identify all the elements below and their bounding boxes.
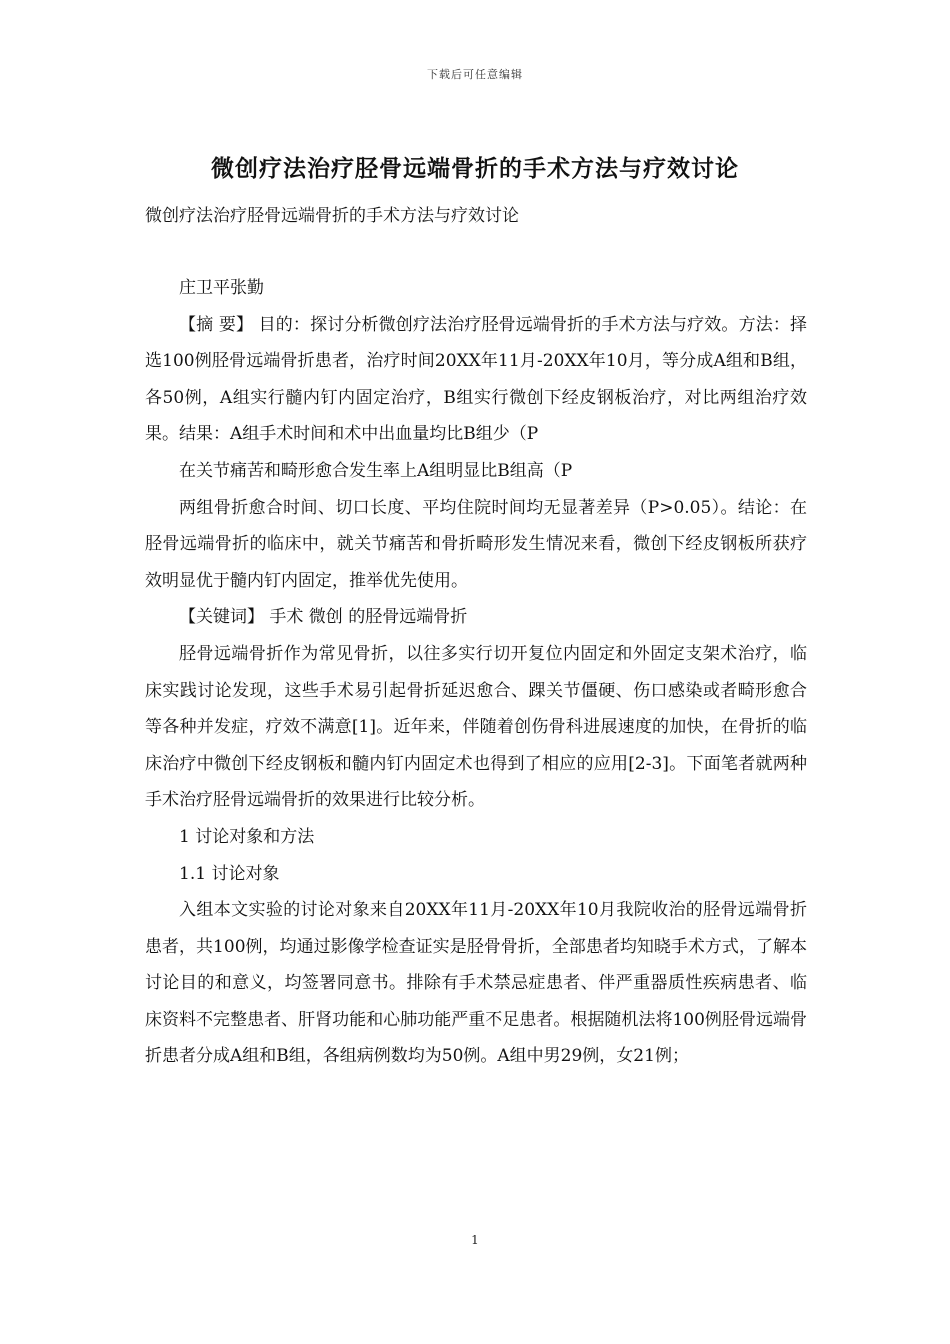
abstract-paragraph: 【摘 要】 目的：探讨分析微创疗法治疗胫骨远端骨折的手术方法与疗效。方法：择选100例胫骨远端骨折患者，治疗时间20XX年11月-20XX年10月，等分成A组和B组，各50例，A组实行髓内钉内固定治疗，B组实行微创下经皮钢板治疗，对比两组治疗效果。结果：A组手术时间和术中出血量均比B组少（P	[145, 314, 807, 445]
document-title: 微创疗法治疗胫骨远端骨折的手术方法与疗效讨论	[211, 155, 739, 182]
subjects-paragraph: 入组本文实验的讨论对象来自20XX年11月-20XX年10月我院收治的胫骨远端骨折患者，共100例，均通过影像学检查证实是胫骨骨折，全部患者均知晓手术方式，了解本讨论目的和意义，均签署同意书。排除有手术禁忌症患者、伴严重器质性疾病患者、临床资料不完整患者、肝肾功能和心肺功能严重不足患者。根据随机法将100例胫骨远端骨折患者分成A组和B组，各组病例数均为50例。A组中男29例，女21例；	[145, 900, 807, 1067]
page-number: 1	[471, 1233, 479, 1247]
keywords-line: 【关键词】 手术 微创 的胫骨远端骨折	[179, 607, 468, 628]
abstract-continuation-2: 两组骨折愈合时间、切口长度、平均住院时间均无显著差异（P>0.05）。结论：在胫骨远端骨折的临床中，就关节痛苦和骨折畸形发生情况来看，微创下经皮钢板所获疗效明显优于髓内钉内固定，推举优先使用。	[145, 497, 807, 591]
page-header-note: 下载后可任意编辑	[427, 68, 523, 81]
document-subtitle: 微创疗法治疗胫骨远端骨折的手术方法与疗效讨论	[145, 206, 519, 226]
introduction-paragraph: 胫骨远端骨折作为常见骨折，以往多实行切开复位内固定和外固定支架术治疗，临床实践讨论发现，这些手术易引起骨折延迟愈合、踝关节僵硬、伤口感染或者畸形愈合等各种并发症，疗效不满意[1]。近年来，伴随着创伤骨科进展速度的加快，在骨折的临床治疗中微创下经皮钢板和髓内钉内固定术也得到了相应的应用[2-3]。下面笔者就两种手术治疗胫骨远端骨折的效果进行比较分析。	[145, 643, 807, 811]
abstract-continuation-1: 在关节痛苦和畸形愈合发生率上A组明显比B组高（P	[179, 460, 573, 481]
document-body	[145, 270, 807, 1075]
authors-line: 庄卫平张勤	[179, 278, 264, 298]
section-heading-1: 1 讨论对象和方法	[179, 826, 315, 847]
subsection-heading-1-1: 1.1 讨论对象	[179, 863, 280, 884]
